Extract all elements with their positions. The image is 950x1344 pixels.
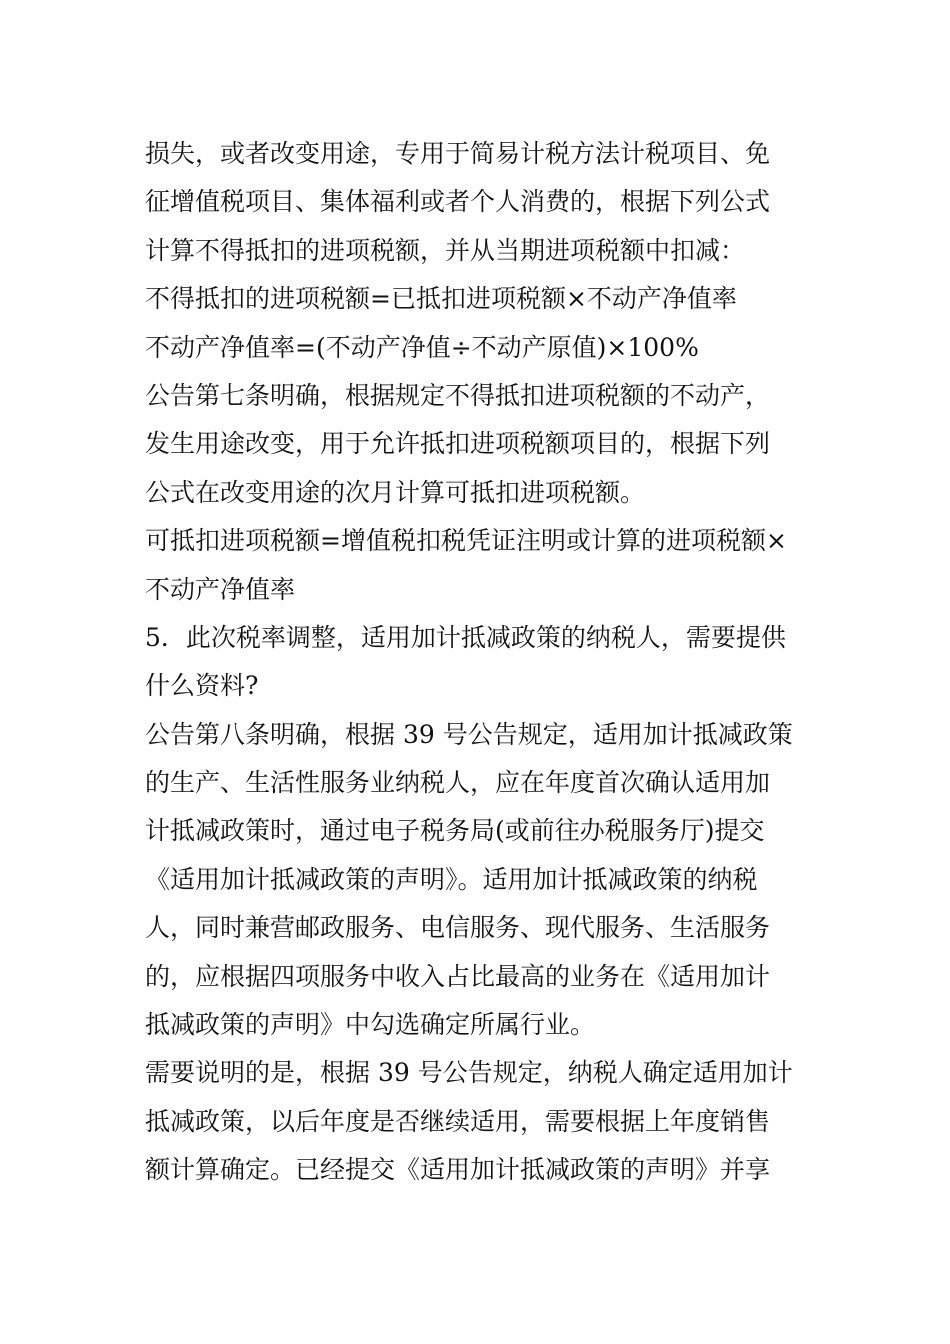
formula-line: 不动产净值率 (145, 574, 296, 604)
text-line: 发生用途改变，用于允许抵扣进项税额项目的，根据下列 (145, 429, 771, 459)
formula-line: 可抵扣进项税额=增值税扣税凭证注明或计算的进项税额× (145, 526, 787, 556)
text-line: 公告第八条明确，根据 39 号公告规定，适用加计抵减政策 (145, 719, 793, 749)
text-line: 人，同时兼营邮政服务、电信服务、现代服务、生活服务 (145, 913, 771, 943)
text-line: 征增值税项目、集体福利或者个人消费的，根据下列公式 (145, 187, 771, 217)
text-line: 计算不得抵扣的进项税额，并从当期进项税额中扣减： (145, 235, 746, 265)
text-line: 公式在改变用途的次月计算可抵扣进项税额。 (145, 477, 646, 507)
text-line: 计抵减政策时，通过电子税务局(或前往办税服务厅)提交 (145, 816, 765, 846)
text-line: 的生产、生活性服务业纳税人，应在年度首次确认适用加 (145, 768, 771, 798)
question-heading: 5．此次税率调整，适用加计抵减政策的纳税人，需要提供 (145, 622, 786, 652)
text-line: 公告第七条明确，根据规定不得抵扣进项税额的不动产， (145, 380, 771, 410)
text-line: 《适用加计抵减政策的声明》。适用加计抵减政策的纳税 (145, 864, 758, 894)
text-line: 的，应根据四项服务中收入占比最高的业务在《适用加计 (145, 961, 771, 991)
text-line: 抵减政策的声明》中勾选确定所属行业。 (145, 1010, 596, 1040)
text-line: 损失，或者改变用途，专用于简易计税方法计税项目、免 (145, 139, 771, 168)
text-line: 额计算确定。已经提交《适用加计抵减政策的声明》并享 (145, 1155, 771, 1185)
document-body (145, 130, 810, 1195)
text-line: 需要说明的是，根据 39 号公告规定，纳税人确定适用加计 (145, 1058, 793, 1088)
formula-line: 不动产净值率=(不动产净值÷不动产原值)×100% (145, 332, 699, 362)
text-line: 抵减政策，以后年度是否继续适用，需要根据上年度销售 (145, 1106, 771, 1136)
question-heading: 什么资料? (145, 671, 259, 701)
formula-line: 不得抵扣的进项税额=已抵扣进项税额×不动产净值率 (145, 284, 737, 314)
